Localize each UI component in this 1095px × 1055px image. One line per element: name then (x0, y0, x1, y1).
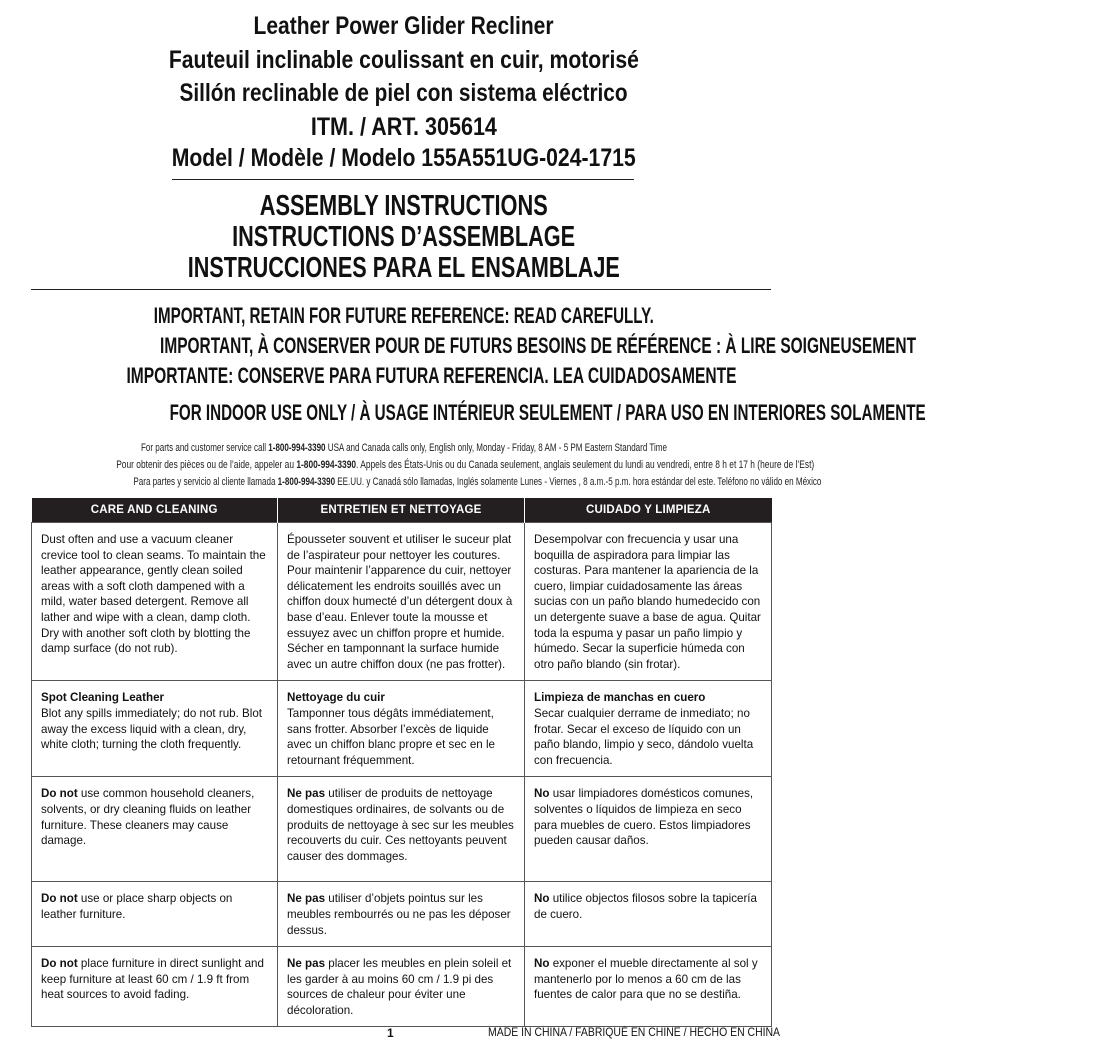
cell-general-en: Dust often and use a vacuum cleaner crevice tool to clean seams. To maintain the leather appearance, gently clean soiled areas with a soft cloth dampened with a mild, water based detergent. Remove all lather and wipe with a clean, damp cloth. Dry with another soft cloth by blotting the damp surface (do not rub). (32, 523, 278, 681)
cell-sunlight-fr: Ne pas placer les meubles en plein soleil et les garder à au moins 60 cm / 1.9 pi des sources de chaleur pour éviter une décoloration. (278, 947, 525, 1027)
cell-general-fr: Épousseter souvent et utiliser le suceur plat de l’aspirateur pour nettoyer les coutures. Pour maintenir l’apparence du cuir, nettoyer délicatement les endroits souillés avec un chiffon doux humecté d’un détergent doux à base d’eau. Enlever toute la mousse et essuyez avec un chiffon propre et humide. Sécher en tamponnant la surface humide avec un autre chiffon doux (ne pas frotter). (278, 523, 525, 681)
title-english: Leather Power Glider Recliner (253, 12, 554, 40)
header-cuidado-limpieza: CUIDADO Y LIMPIEZA (525, 498, 772, 523)
header-care-cleaning: CARE AND CLEANING (32, 498, 278, 523)
spot-title-fr: Nettoyage du cuir (287, 691, 385, 705)
indoor-use-notice: FOR INDOOR USE ONLY / À USAGE INTÉRIEUR SEULEMENT / PARA USO EN INTERIORES SOLAMENTE (169, 400, 926, 425)
service-line-en: For parts and customer service call 1-800-994-3390 USA and Canada calls only, English only, Monday - Friday, 8 AM - 5 PM Eastern Standard Time (141, 442, 667, 454)
cell-spot-es: Limpieza de manchas en cuero Secar cualquier derrame de inmediato; no frotar. Secar el exceso de líquido con un paño blando, limpio y seco, dándolo vuelta con frecuencia. (525, 681, 772, 777)
spot-title-es: Limpieza de manchas en cuero (534, 691, 706, 705)
table-row (32, 523, 772, 681)
important-es: IMPORTANTE: CONSERVE PARA FUTURA REFERENCIA. LEA CUIDADOSAMENTE (126, 363, 737, 388)
service-phone-en[interactable]: 1-800-994-3390 (268, 442, 326, 454)
made-in-china: MADE IN CHINA / FABRIQUÉ EN CHINE / HECHO EN CHINA (488, 1026, 780, 1039)
cell-cleaners-es: No usar limpiadores domésticos comunes, solventes o líquidos de limpieza en seco para muebles de cuero. Estos limpiadores pueden causar daños. (525, 777, 772, 882)
table-row (32, 882, 772, 947)
page-number: 1 (387, 1026, 394, 1040)
title-spanish: Sillón reclinable de piel con sistema eléctrico (180, 79, 628, 107)
important-fr: IMPORTANT, À CONSERVER POUR DE FUTURS BESOINS DE RÉFÉRENCE : À LIRE SOIGNEUSEMENT (160, 333, 917, 358)
service-phone-es[interactable]: 1-800-994-3390 (277, 476, 336, 488)
divider-title (172, 179, 634, 180)
cell-spot-en: Spot Cleaning Leather Blot any spills immediately; do not rub. Blot away the excess liquid with a clean, dry, white cloth; turning the cloth frequently. (32, 681, 278, 777)
spot-title-en: Spot Cleaning Leather (41, 691, 165, 705)
important-en: IMPORTANT, RETAIN FOR FUTURE REFERENCE: READ CAREFULLY. (153, 303, 654, 328)
assembly-heading-en: ASSEMBLY INSTRUCTIONS (260, 190, 548, 222)
header-entretien-nettoyage: ENTRETIEN ET NETTOYAGE (278, 498, 525, 523)
cell-sharp-en: Do not use or place sharp objects on leather furniture. (32, 882, 278, 947)
cell-sunlight-en: Do not place furniture in direct sunlight and keep furniture at least 60 cm / 1.9 ft from heat sources to avoid fading. (32, 947, 278, 1027)
cell-sharp-fr: Ne pas utiliser d’objets pointus sur les meubles rembourrés ou ne pas les déposer dessus. (278, 882, 525, 947)
cell-sunlight-es: No exponer el mueble directamente al sol y mantenerlo por lo menos a 60 cm de las fuentes de calor para que no se destiña. (525, 947, 772, 1027)
title-french: Fauteuil inclinable coulissant en cuir, motorisé (168, 46, 639, 74)
table-row (32, 681, 772, 777)
table-row (32, 947, 772, 1027)
divider-assembly (31, 289, 771, 290)
cell-sharp-es: No utilice objectos filosos sobre la tapicería de cuero. (525, 882, 772, 947)
item-number: ITM. / ART. 305614 (310, 113, 497, 141)
cell-spot-fr: Nettoyage du cuir Tamponner tous dégâts immédiatement, sans frotter. Absorber l’excès de liquide avec un chiffon blanc propre et sec en le retournant fréquemment. (278, 681, 525, 777)
cell-cleaners-fr: Ne pas utiliser de produits de nettoyage domestiques ordinaires, de solvants ou de produits de nettoyage à sec sur les meubles recouverts du cuir. Ces nettoyants peuvent causer des dommages. (278, 777, 525, 882)
service-line-fr: Pour obtenir des pièces ou de l’aide, appeler au 1-800-994-3390. Appels des États-Unis ou du Canada seulement, anglais seulement du lundi au vendredi, entre 8 h et 17 h (heure de l’Est) (116, 459, 815, 471)
cell-cleaners-en: Do not use common household cleaners, solvents, or dry cleaning fluids on leather furniture. These cleaners may cause damage. (32, 777, 278, 882)
model-number: Model / Modèle / Modelo 155A551UG-024-1715 (172, 144, 636, 172)
cell-general-es: Desempolvar con frecuencia y usar una boquilla de aspiradora para limpiar las costuras. Para mantener la apariencia de la cuero, limpiar cuidadosamente las áreas sucias con un paño blando humedecido con un detergente suave a base de agua. Quitar toda la espuma y pasar un paño limpio y húmedo. Secar la superficie húmeda con otro paño blando (sin frotar). (525, 523, 772, 681)
service-line-es: Para partes y servicio al cliente llamada 1-800-994-3390 EE.UU. y Canadá sólo llamadas, Inglés solamente Lunes - Viernes , 8 a.m.-5 p.m. hora estándar del este. Teléfono no válido en México (133, 476, 822, 488)
assembly-heading-fr: INSTRUCTIONS D’ASSEMBLAGE (232, 221, 576, 253)
care-table (31, 498, 772, 1027)
assembly-heading-es: INSTRUCCIONES PARA EL ENSAMBLAJE (188, 252, 620, 284)
service-phone-fr[interactable]: 1-800-994-3390 (296, 459, 357, 471)
table-row (32, 777, 772, 882)
care-table-header (32, 498, 772, 523)
